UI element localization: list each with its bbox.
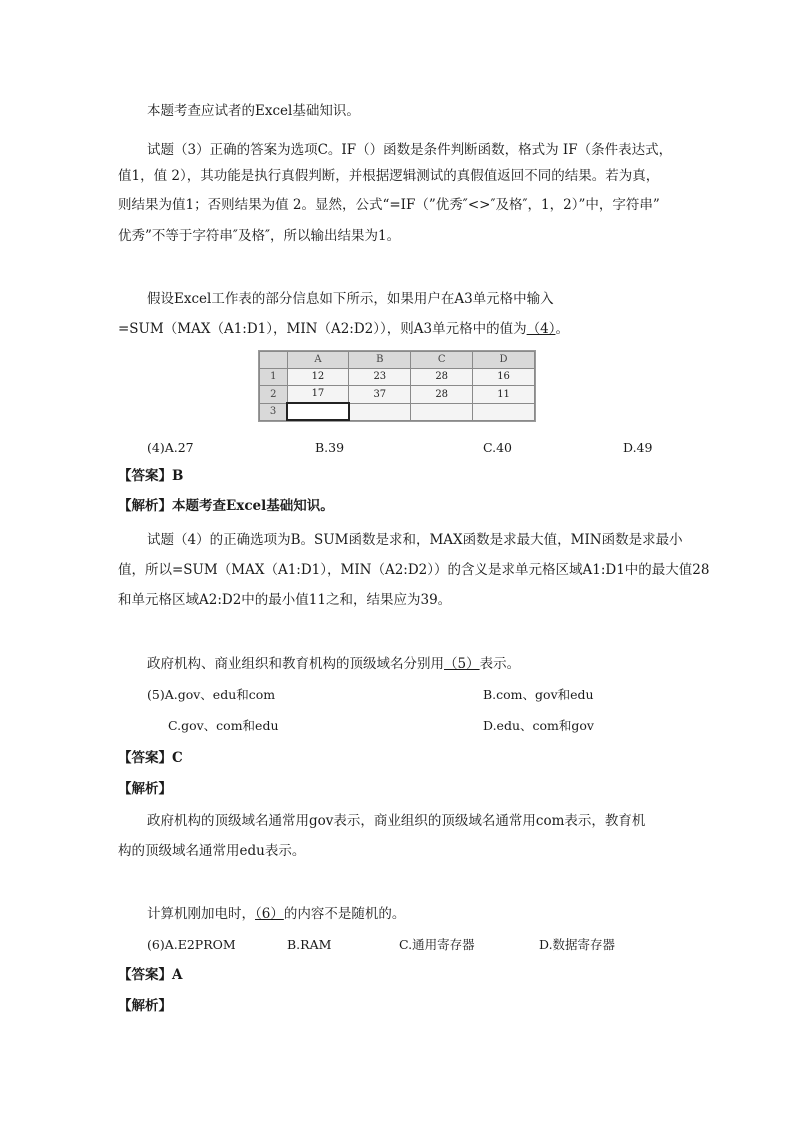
table-cell: 11 xyxy=(473,385,535,403)
q3-paragraph-line: 优秀”不等于字符串″及格″，所以输出结果为1。 xyxy=(118,228,401,244)
q4-stem-text: =SUM（MAX（A1:D1），MIN（A2:D2）），则A3单元格中的值为 xyxy=(118,321,527,337)
q4-option-c: C.40 xyxy=(483,440,512,455)
q4-analysis-line: 试题（4）的正确选项为B。SUM函数是求和，MAX函数是求最大值，MIN函数是求最小 xyxy=(147,532,683,548)
q5-option-a: (5)A.gov、edu和com xyxy=(147,687,276,702)
q4-analysis-line: 和单元格区域A2:D2中的最小值11之和，结果应为39。 xyxy=(118,592,452,608)
q5-option-d: D.edu、com和gov xyxy=(483,718,594,733)
q5-option-b: B.com、gov和edu xyxy=(483,687,594,702)
q4-stem-line1: 假设Excel工作表的部分信息如下所示，如果用户在A3单元格中输入 xyxy=(147,291,554,307)
q6-option-c: C.通用寄存器 xyxy=(399,937,475,952)
row-header: 3 xyxy=(260,403,288,420)
q4-option-d: D.49 xyxy=(623,440,653,455)
q6-option-a: (6)A.E2PROM xyxy=(147,937,236,952)
row-header: 2 xyxy=(260,385,288,403)
q4-blank: （4） xyxy=(526,321,556,337)
q5-analysis-line: 构的顶级域名通常用edu表示。 xyxy=(118,843,306,859)
table-cell: 23 xyxy=(349,368,411,385)
q4-option-b: B.39 xyxy=(315,440,345,455)
q6-stem xyxy=(147,904,405,924)
q4-analysis-heading: 【解析】本题考查Excel基础知识。 xyxy=(118,498,334,514)
column-header: A xyxy=(287,352,349,369)
q6-option-b: B.RAM xyxy=(287,937,332,952)
q4-stem-end: 。 xyxy=(555,321,569,337)
selected-cell-a3 xyxy=(287,403,349,420)
q6-stem-end: 的内容不是随机的。 xyxy=(283,906,406,922)
q3-paragraph-line: 值1，值 2），其功能是执行真假判断，并根据逻辑测试的真假值返回不同的结果。若为真， xyxy=(118,168,660,184)
q5-stem xyxy=(147,654,520,674)
corner-cell xyxy=(260,352,288,369)
q6-stem-text: 计算机刚加电时， xyxy=(147,906,255,922)
table-cell xyxy=(473,403,535,420)
table-cell: 37 xyxy=(349,385,411,403)
q4-option-a: (4)A.27 xyxy=(147,440,194,455)
q4-answer: 【答案】B xyxy=(118,468,184,484)
table-cell: 12 xyxy=(287,368,349,385)
q5-answer: 【答案】C xyxy=(118,750,183,766)
q5-stem-end: 表示。 xyxy=(479,656,521,672)
q3-paragraph-line: 试题（3）正确的答案为选项C。IF（）函数是条件判断函数，格式为 IF（条件表达式， xyxy=(147,142,673,158)
q6-answer: 【答案】A xyxy=(118,967,183,983)
q3-intro: 本题考查应试者的Excel基础知识。 xyxy=(147,103,360,119)
q6-analysis-heading: 【解析】 xyxy=(118,998,172,1014)
table-cell: 28 xyxy=(411,368,473,385)
q3-paragraph-line: 则结果为值1；否则结果为值 2。显然，公式“=IF（”优秀″<>″及格″，1，2）”中，字符串” xyxy=(118,197,660,213)
q5-stem-text: 政府机构、商业组织和教育机构的顶级域名分别用 xyxy=(147,656,444,672)
column-header: D xyxy=(473,352,535,369)
q5-option-c: C.gov、com和edu xyxy=(168,718,279,733)
table-cell xyxy=(411,403,473,420)
q4-analysis-line: 值，所以=SUM（MAX（A1:D1），MIN（A2:D2））的含义是求单元格区域A1:D1中的最大值28 xyxy=(118,562,710,578)
excel-table-image xyxy=(258,350,536,422)
table-cell: 28 xyxy=(411,385,473,403)
column-header: B xyxy=(349,352,411,369)
q5-analysis-line: 政府机构的顶级域名通常用gov表示，商业组织的顶级域名通常用com表示，教育机 xyxy=(147,813,646,829)
table-cell xyxy=(349,403,411,420)
q4-stem-line2 xyxy=(118,319,569,339)
table-cell: 17 xyxy=(287,385,349,403)
q5-analysis-heading: 【解析】 xyxy=(118,781,172,797)
row-header: 1 xyxy=(260,368,288,385)
column-header: C xyxy=(411,352,473,369)
q6-blank: （6） xyxy=(255,906,284,922)
table-cell: 16 xyxy=(473,368,535,385)
q5-blank: （5） xyxy=(444,656,480,672)
q6-option-d: D.数据寄存器 xyxy=(539,937,616,952)
